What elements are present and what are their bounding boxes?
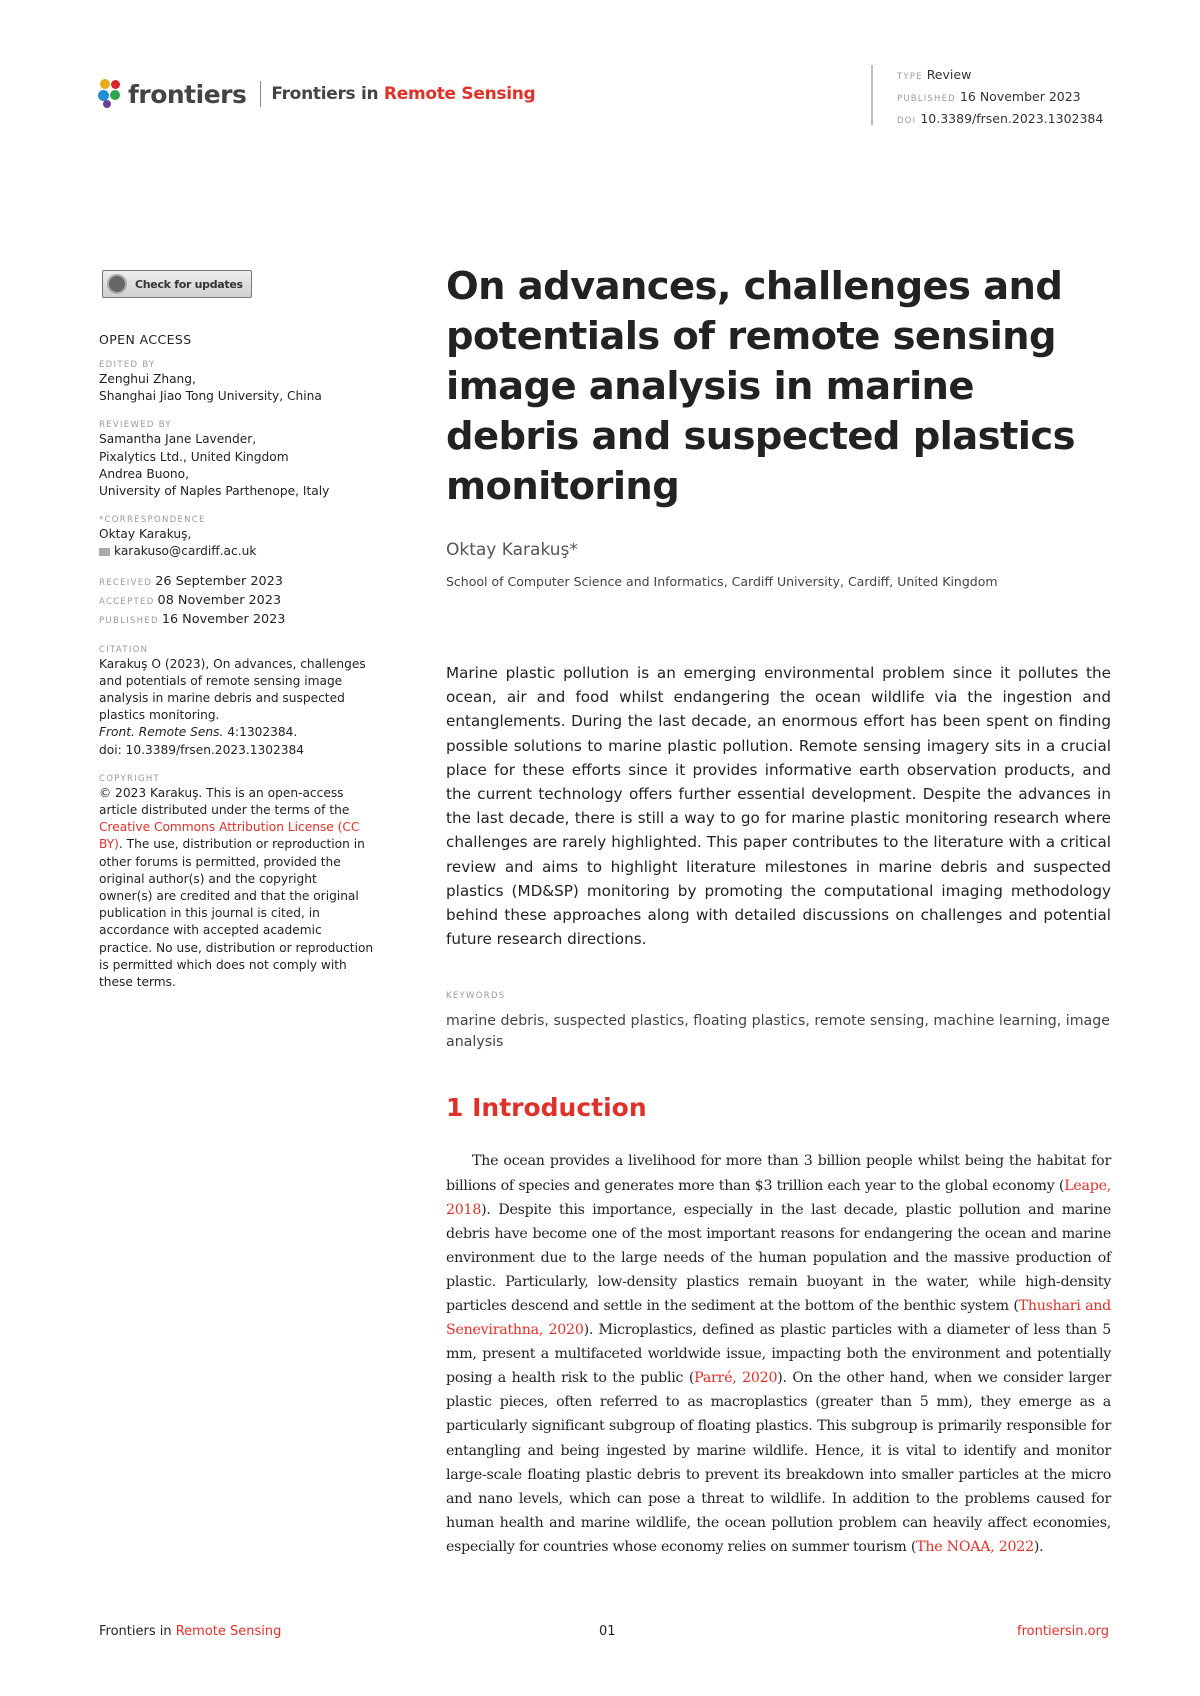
introduction-paragraph: The ocean provides a livelihood for more than 3 billion people whilst being the habitat for billions of species and generates more than $3 trillion each year to the global economy (Leape, 2018). Despite this importance, especially in the last decade, plastic pollution and marine debris have become one of the most important reasons for endangering the ocean and marine environment due to the large needs of the human population and the massive production of plastic. Particularly, low-density plastics remain buoyant in the water, while high-density particles descend and settle in the sediment at the bottom of the benthic system (Thushari and Senevirathna, 2020). Microplastics, defined as plastic particles with a diameter of less than 5 mm, present a multifaceted worldwide issue, impacting both the environment and potentially posing a health risk to the public (Parré, 2020). On the other hand, when we consider larger plastic pieces, often referred to as macroplastics (greater than 5 mm), they emerge as a particularly significant subgroup of floating plastics. This subgroup is primarily responsible for entangling and being ingested by marine wildlife. Hence, it is vital to identify and monitor large-scale floating plastic debris to prevent its breakdown into smaller particles at the micro and nano levels, which can pose a threat to wildlife. In addition to the problems caused for human health and marine wildlife, the ocean pollution problem can heavily affect economies, especially for countries whose economy relies on summer tourism (The NOAA, 2022).: [446, 1153, 1112, 1555]
citation-link[interactable]: Parré, 2020: [694, 1370, 778, 1387]
correspondence-email[interactable]: karakuso@cardiff.ac.uk: [99, 543, 374, 560]
citation-link[interactable]: Leape, 2018: [446, 1177, 1111, 1218]
open-access-label: OPEN ACCESS: [99, 332, 192, 347]
article-meta: [871, 65, 1103, 125]
author-affiliation: School of Computer Science and Informatics, Cardiff University, Cardiff, United Kingdom: [446, 574, 998, 589]
meta-type: TYPE Review: [897, 67, 972, 82]
keywords: marine debris, suspected plastics, floating plastics, remote sensing, machine learning, image analysis: [446, 1013, 1110, 1051]
article-dates: [99, 573, 374, 630]
article-title: On advances, challenges and potentials of remote sensing image analysis in marine debris and suspected plastics monitoring: [446, 264, 1075, 509]
check-updates-label: Check for updates: [135, 277, 243, 291]
editor-info: Zenghui Zhang, Shanghai Jiao Tong University, China: [99, 372, 322, 404]
citation-link[interactable]: The NOAA, 2022: [916, 1538, 1034, 1555]
footer-journal: Frontiers in Remote Sensing: [99, 1624, 282, 1639]
meta-published: PUBLISHED 16 November 2023: [897, 89, 1081, 104]
reviewed-by-label: REVIEWED BY: [99, 420, 172, 431]
keywords-label: KEYWORDS: [446, 991, 506, 1002]
meta-doi[interactable]: DOI 10.3389/frsen.2023.1302384: [897, 111, 1104, 126]
page-number: 01: [599, 1624, 616, 1639]
crossmark-icon: [107, 274, 127, 294]
date-published: PUBLISHED 16 November 2023: [99, 611, 286, 627]
correspondence-info: Oktay Karakuş, karakuso@cardiff.ac.uk: [99, 526, 374, 560]
reviewer-info: Samantha Jane Lavender, Pixalytics Ltd., United Kingdom Andrea Buono, University of Naples Parthenope, Italy: [99, 432, 330, 499]
page-header: [98, 67, 1108, 128]
mail-icon: [99, 548, 110, 556]
article-main: [446, 262, 1111, 1559]
correspondence-label: *CORRESPONDENCE: [99, 515, 206, 526]
check-for-updates-button[interactable]: [102, 270, 252, 298]
date-accepted: ACCEPTED 08 November 2023: [99, 592, 282, 608]
copyright-text: © 2023 Karakuş. This is an open-access article distributed under the terms of the Creative Commons Attribution License (CC BY). The use, distribution or reproduction in other forums is permitted, provided the original author(s) and the copyright owner(s) are credited and that the original publication in this journal is cited, in accordance with accepted academic practice. No use, distribution or reproduction is permitted which does not comply with these terms.: [99, 785, 374, 990]
citation-text: Karakuş O (2023), On advances, challenges and potentials of remote sensing image analysis in marine debris and suspected plastics monitoring. Front. Remote Sens. 4:1302384. doi: 10.3389/frsen.2023.1302384: [99, 656, 366, 757]
footer-site-link[interactable]: frontiersin.org: [1017, 1624, 1109, 1639]
article-author[interactable]: Oktay Karakuş*: [446, 540, 578, 560]
journal-name: Frontiers in Remote Sensing: [271, 84, 536, 104]
copyright-label: COPYRIGHT: [99, 773, 161, 784]
logo-text: frontiers: [128, 79, 247, 109]
frontiers-logo[interactable]: [98, 78, 535, 110]
abstract: Marine plastic pollution is an emerging environmental problem since it pollutes the ocean, air and food whilst endangering the ocean wildlife via the ingestion and entanglements. During the last decade, an enormous effort has been spent on finding possible solutions to marine plastic pollution. Remote sensing imagery sits in a crucial place for these efforts since it provides informative earth observation products, and the current technology offers further essential development. Despite the advances in the last decade, there is still a way to go for marine plastic monitoring research where challenges are rarely highlighted. This paper contributes to the literature with a critical review and aims to highlight literature milestones in marine debris and suspected plastics (MD&SP) monitoring by promoting the computational imaging methodology behind these approaches along with detailed discussions on challenges and potential future research directions.: [446, 664, 1111, 949]
cc-license-link[interactable]: Creative Commons Attribution License (CC BY): [99, 820, 360, 852]
edited-by-label: EDITED BY: [99, 360, 156, 370]
date-received: RECEIVED 26 September 2023: [99, 573, 283, 589]
citation-label: CITATION: [99, 644, 149, 655]
citation-link[interactable]: Thushari and Senevirathna, 2020: [446, 1298, 1111, 1339]
article-sidebar: [99, 270, 374, 991]
logo-separator: [260, 81, 261, 107]
section-heading-introduction: 1 Introduction: [446, 1093, 647, 1123]
frontiers-logo-icon: [98, 79, 124, 109]
